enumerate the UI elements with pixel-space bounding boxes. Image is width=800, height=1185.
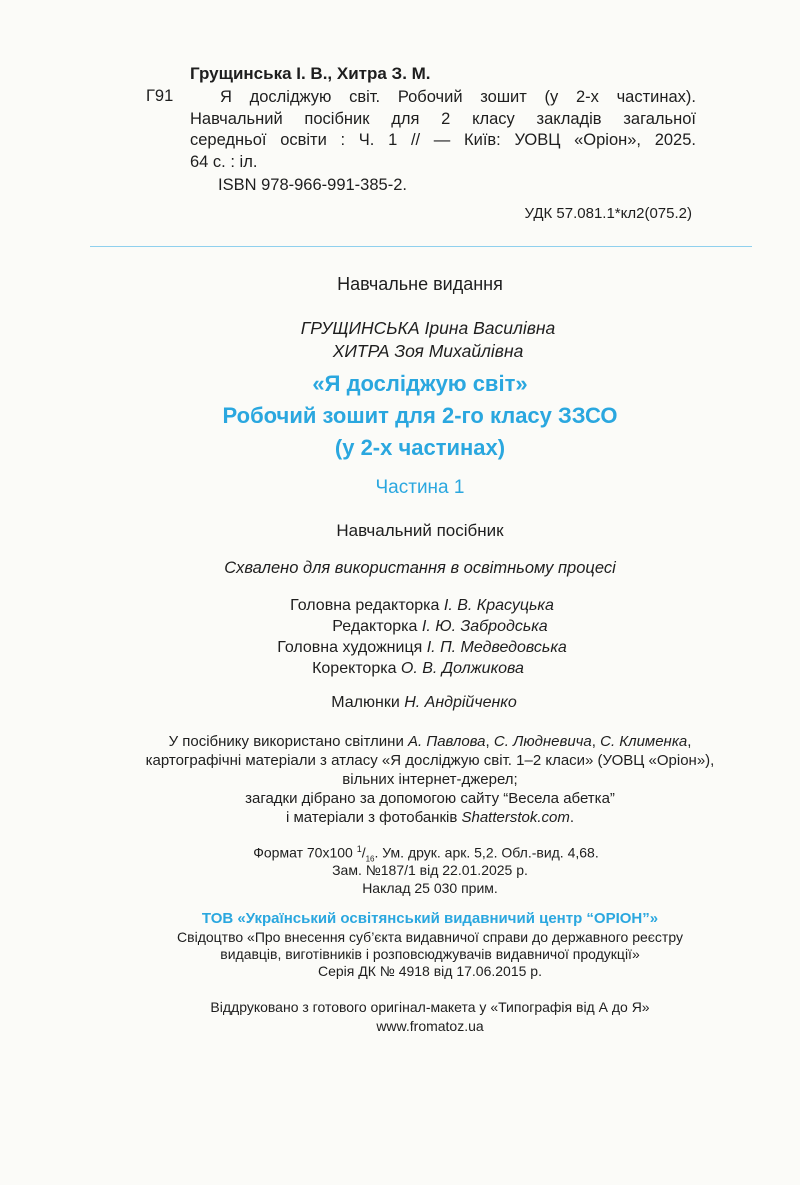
author-surname: ГРУЩИНСЬКА: [300, 318, 420, 338]
book-title-line-3: (у 2-х частинах): [334, 435, 506, 460]
author-surname: ХИТРА: [332, 341, 390, 361]
catalog-desc-line: Я досліджую світ. Робочий зошит (у 2-х частинах).: [220, 88, 696, 106]
publisher-cert-line: Свідоцтво «Про внесення суб’єкта видавничої справи до державного реєстру: [177, 929, 683, 945]
staff-name: І. Ю. Забродська: [421, 618, 548, 635]
illustrations-line: [24, 694, 800, 712]
author-name: Зоя Михайлівна: [394, 341, 524, 361]
illustrations-name: Н. Андрійченко: [404, 694, 517, 711]
catalog-index: Г91: [146, 87, 174, 105]
credits-line-1: У посібнику використано світлини А. Павлова, С. Людневича, С. Клименка,: [168, 733, 692, 750]
format-rest: . Ум. друк. арк. 5,2. Обл.-вид. 4,68.: [374, 844, 599, 861]
format-numerator: 1: [356, 844, 362, 854]
format-denominator: 16: [365, 854, 375, 864]
catalog-description: [190, 87, 696, 173]
staff-line: [22, 597, 800, 615]
staff-name: І. В. Красуцька: [443, 597, 554, 614]
publisher-name: ТОВ «Український освітянський видавничий центр “ОРІОН”»: [201, 910, 659, 927]
photographer-name: А. Павлова: [408, 733, 486, 750]
credits-line-3: вільних інтернет-джерел;: [342, 771, 518, 788]
catalog-authors: Грущинська І. В., Хитра З. М.: [190, 64, 431, 83]
credits-line-4: загадки дібрано за допомогою сайту “Весела абетка”: [245, 790, 615, 807]
printed-line: Віддруковано з готового оригінал-макета у «Типографія від А до Я»: [210, 999, 650, 1015]
book-part: Частина 1: [375, 477, 465, 498]
book-title-line-2: Робочий зошит для 2-го класу ЗЗСО: [222, 403, 618, 428]
author-line: [28, 341, 800, 362]
credits-prefix: У посібнику використано світлини: [168, 733, 408, 750]
staff-role: Головна редакторка: [290, 597, 440, 614]
printer-website: www.fromatoz.ua: [376, 1018, 484, 1034]
staff-name: О. В. Должикова: [400, 660, 524, 677]
staff-role: Редакторка: [332, 618, 418, 635]
catalog-isbn: ISBN 978-966-991-385-2.: [218, 176, 407, 194]
publisher-cert-line: видавців, виготівників і розповсюджувачів видавничої продукції»: [220, 946, 640, 962]
author-line: [28, 318, 800, 339]
staff-line: [18, 660, 800, 678]
divider-line: [90, 246, 752, 247]
approval-note: Схвалено для використання в освітньому процесі: [224, 559, 616, 577]
catalog-udk: УДК 57.081.1*кл2(075.2): [524, 205, 692, 222]
catalog-desc-line: Навчальний посібник для 2 класу закладів загальної: [190, 109, 696, 128]
credits-line-2: картографічні матеріали з атласу «Я досліджую світ. 1–2 класи» (УОВЦ «Оріон»),: [145, 752, 715, 769]
book-title-line-1: «Я досліджую світ»: [312, 371, 528, 396]
staff-role: Коректорка: [312, 660, 397, 677]
photobank-name: Shatterstok.com: [461, 809, 570, 826]
catalog-desc-line: 64 с. : іл.: [190, 152, 258, 171]
staff-name: І. П. Медведовська: [426, 639, 567, 656]
staff-line: [22, 639, 800, 657]
photographer-name: С. Клименка: [600, 733, 688, 750]
edition-type: Навчальне видання: [337, 274, 503, 294]
author-name: Ірина Василівна: [424, 318, 556, 338]
credits-line-5: [30, 809, 800, 826]
staff-role: Головна художниця: [277, 639, 423, 656]
catalog-desc-line: середньої освіти : Ч. 1 // — Київ: УОВЦ «Оріон», 2025.: [190, 131, 696, 149]
format-prefix: Формат 70x100: [253, 844, 357, 861]
print-run-line: Наклад 25 030 прим.: [362, 880, 498, 896]
manual-type: Навчальний посібник: [336, 521, 504, 540]
format-line: Формат 70x100 $^1/_{16}$. Ум. друк. арк. 5,2. Обл.-вид. 4,68.: [253, 844, 599, 864]
order-line: Зам. №187/1 від 22.01.2025 р.: [332, 862, 528, 878]
credits-suffix: .: [569, 809, 575, 826]
staff-line: [40, 618, 800, 636]
photographer-name: С. Людневича: [493, 733, 592, 750]
publisher-cert-line: Серія ДК № 4918 від 17.06.2015 р.: [318, 963, 542, 979]
credits-prefix: і матеріали з фотобанків: [285, 809, 462, 826]
illustrations-role: Малюнки: [331, 694, 400, 711]
